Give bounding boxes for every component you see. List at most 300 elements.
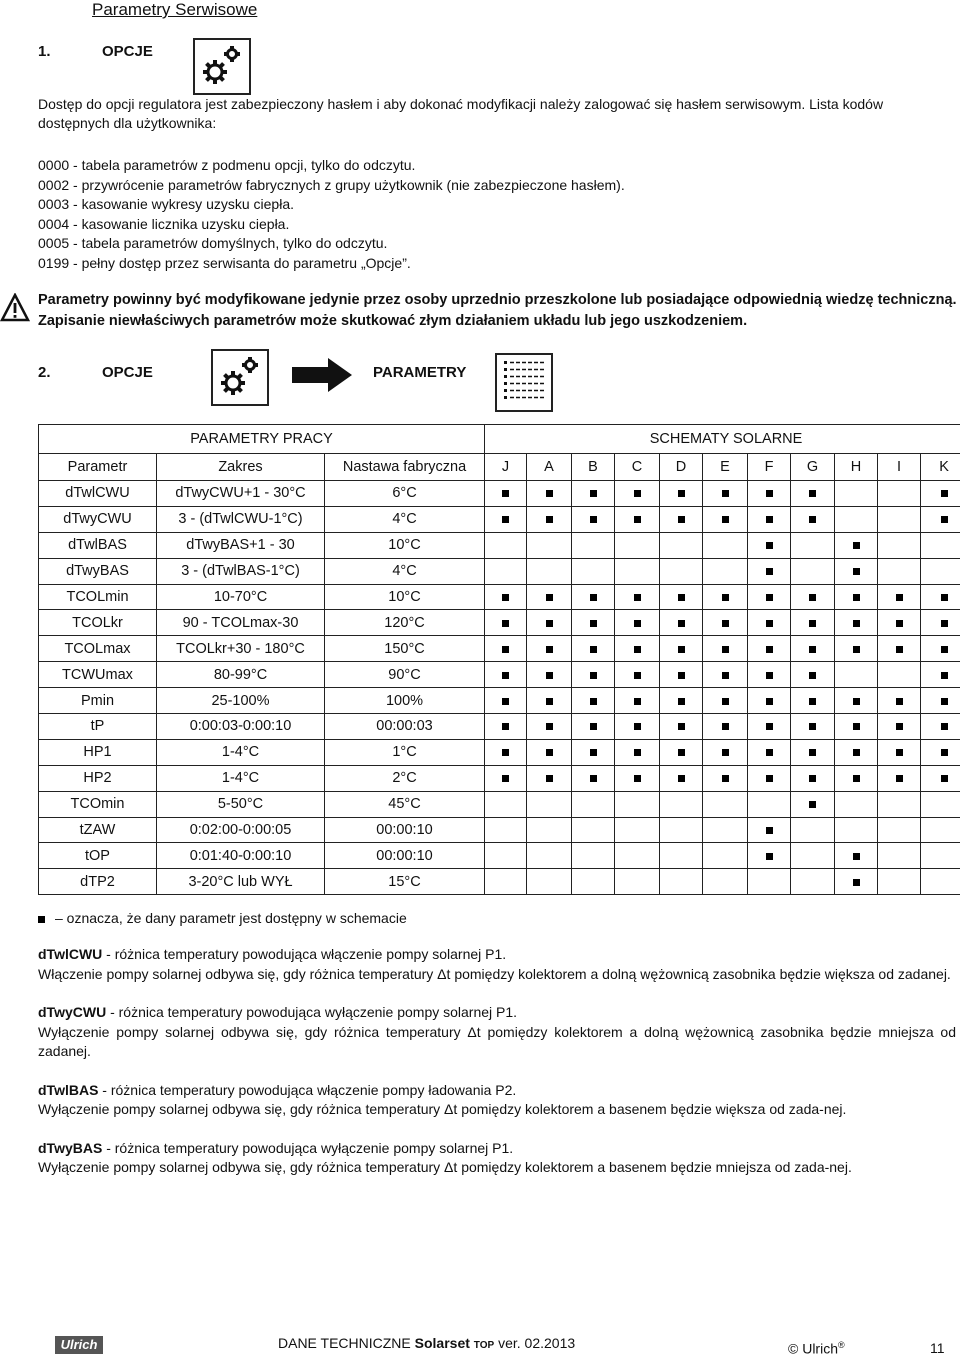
availability-mark-icon [502,775,509,782]
cell-default: 4°C [325,558,485,584]
scheme-cell [660,714,703,740]
availability-mark-icon [678,490,685,497]
availability-mark-icon [678,775,685,782]
code-item: 0000 - tabela parametrów z podmenu opcji, tylko do odczytu. [38,156,625,176]
scheme-cell [485,688,527,714]
cell-range: 3-20°C lub WYŁ [157,869,325,895]
scheme-cell [748,610,791,636]
scheme-cell [835,558,878,584]
scheme-header: D [660,454,703,481]
cell-param: TCOLmax [39,636,157,662]
scheme-cell [615,558,660,584]
availability-mark-icon [766,775,773,782]
scheme-cell [615,584,660,610]
scheme-cell [485,532,527,558]
scheme-cell [527,817,572,843]
footer-copyright [788,1340,845,1357]
availability-mark-icon [722,516,729,523]
availability-mark-icon [678,723,685,730]
availability-mark-icon [853,775,860,782]
availability-mark-icon [634,698,641,705]
scheme-cell [835,688,878,714]
scheme-cell [921,481,960,507]
cell-param: dTP2 [39,869,157,895]
availability-mark-icon [502,672,509,679]
scheme-cell [748,688,791,714]
scheme-cell [791,765,835,791]
availability-mark-icon [809,490,816,497]
scheme-cell [791,558,835,584]
footer-product-suffix: TOP [474,1340,494,1351]
availability-mark-icon [502,723,509,730]
availability-mark-icon [941,723,948,730]
section-2-target: PARAMETRY [373,364,466,381]
scheme-cell [748,791,791,817]
scheme-cell [791,532,835,558]
availability-mark-icon [722,646,729,653]
scheme-cell [748,843,791,869]
table-row [39,662,960,688]
availability-mark-icon [634,775,641,782]
availability-mark-icon [722,490,729,497]
scheme-cell [527,584,572,610]
table-row [39,636,960,662]
page-title: Parametry Serwisowe [92,0,257,20]
availability-mark-icon [634,749,641,756]
scheme-cell [485,817,527,843]
scheme-cell [527,662,572,688]
cell-range: 10-70°C [157,584,325,610]
section-1-number: 1. [38,43,102,60]
cell-range: 1-4°C [157,739,325,765]
scheme-cell [485,843,527,869]
scheme-cell [703,481,748,507]
availability-mark-icon [634,516,641,523]
scheme-cell [615,869,660,895]
scheme-cell [878,765,921,791]
availability-mark-icon [766,516,773,523]
intro-paragraph: Dostęp do opcji regulatora jest zabezpieczony hasłem i aby dokonać modyfikacji należy zalogować się hasłem serwisowym. Lista kodów dostępnych dla użytkownika: [38,95,918,133]
availability-mark-icon [766,490,773,497]
availability-mark-icon [634,594,641,601]
scheme-cell [615,714,660,740]
availability-mark-icon [502,490,509,497]
cell-range: TCOLkr+30 - 180°C [157,636,325,662]
availability-mark-icon [722,775,729,782]
scheme-cell [791,817,835,843]
scheme-cell [878,662,921,688]
cell-param: TCOmin [39,791,157,817]
scheme-header: E [703,454,748,481]
scheme-cell [527,843,572,869]
availability-mark-icon [809,749,816,756]
scheme-cell [660,532,703,558]
availability-mark-icon [546,490,553,497]
registered-mark: ® [838,1340,845,1350]
scheme-cell [572,662,615,688]
cell-default: 100% [325,688,485,714]
availability-mark-icon [941,672,948,679]
scheme-cell [572,558,615,584]
scheme-cell [572,610,615,636]
table-row [39,791,960,817]
definition-detail: Włączenie pompy solarnej odbywa się, gdy różnica temperatury Δt pomiędzy kolektorem a dolną wężownicą zasobnika będzie większa od zadanej. [38,965,956,985]
legend-text: – oznacza, że dany parametr jest dostępny w schemacie [55,910,407,926]
availability-mark-icon [809,723,816,730]
availability-mark-icon [853,853,860,860]
availability-mark-icon [853,879,860,886]
scheme-cell [660,584,703,610]
availability-mark-icon [634,646,641,653]
availability-mark-icon [678,698,685,705]
availability-mark-icon [853,594,860,601]
scheme-cell [835,791,878,817]
scheme-cell [878,869,921,895]
availability-mark-icon [766,698,773,705]
cell-range: 3 - (dTwlCWU-1°C) [157,506,325,532]
column-header: Parametr [39,454,157,481]
scheme-cell [835,506,878,532]
group-header-parametry-pracy: PARAMETRY PRACY [39,425,485,454]
availability-mark-icon [502,698,509,705]
copyright-text: © Ulrich [788,1341,838,1357]
availability-mark-icon [634,490,641,497]
scheme-cell [660,739,703,765]
definition-desc: - różnica temperatury powodująca włączenie pompy solarnej P1. [102,946,506,962]
scheme-cell [878,714,921,740]
scheme-cell [527,610,572,636]
footer-document-info [278,1335,575,1351]
scheme-cell [615,817,660,843]
scheme-cell [485,584,527,610]
availability-mark-icon [896,698,903,705]
definition-term: dTwyCWU [38,1004,106,1020]
definition-desc: - różnica temperatury powodująca wyłączenie pompy solarnej P1. [106,1004,517,1020]
availability-mark-icon [766,672,773,679]
scheme-cell [748,558,791,584]
availability-mark-icon [853,723,860,730]
legend [38,910,407,926]
scheme-cell [791,506,835,532]
scheme-header: B [572,454,615,481]
cell-default: 4°C [325,506,485,532]
availability-mark-icon [678,620,685,627]
definition-detail: Wyłączenie pompy solarnej odbywa się, gdy różnica temperatury Δt pomiędzy kolektorem a basenem będzie mniejsza od zada-nej. [38,1158,956,1178]
availability-mark-icon [546,723,553,730]
options-gears-icon [211,349,269,406]
availability-mark-icon [590,723,597,730]
cell-default: 15°C [325,869,485,895]
access-codes-list [38,156,625,273]
availability-mark-icon [896,723,903,730]
availability-mark-icon [722,672,729,679]
availability-mark-icon [590,646,597,653]
availability-mark-icon [809,594,816,601]
warning-text: Parametry powinny być modyfikowane jedynie przez osoby uprzednio przeszkolone lub posiadające odpowiednią wiedzę techniczną. Zapisanie niewłaściwych parametrów może skutkować złym działaniem układu lub jego uszkodzeniem. [38,290,958,332]
scheme-header: C [615,454,660,481]
scheme-cell [485,739,527,765]
arrow-right-icon [292,358,354,397]
scheme-cell [748,714,791,740]
scheme-cell [835,843,878,869]
availability-mark-icon [941,749,948,756]
definition-term: dTwlBAS [38,1082,98,1098]
availability-mark-icon [766,594,773,601]
scheme-cell [835,481,878,507]
section-1-heading [38,43,153,60]
availability-mark-icon [853,542,860,549]
cell-default: 1°C [325,739,485,765]
cell-param: dTwyBAS [39,558,157,584]
availability-mark-icon [809,698,816,705]
scheme-cell [572,584,615,610]
scheme-cell [527,506,572,532]
scheme-cell [527,532,572,558]
column-header: Nastawa fabryczna [325,454,485,481]
scheme-cell [660,558,703,584]
code-item: 0002 - przywrócenie parametrów fabrycznych z grupy użytkownik (nie zabezpieczone hasłem). [38,176,625,196]
scheme-cell [835,739,878,765]
table-row [39,688,960,714]
cell-range: 1-4°C [157,765,325,791]
scheme-cell [615,843,660,869]
scheme-cell [615,791,660,817]
availability-mark-icon [809,516,816,523]
cell-param: dTwyCWU [39,506,157,532]
scheme-cell [572,481,615,507]
scheme-cell [921,662,960,688]
cell-range: 0:01:40-0:00:10 [157,843,325,869]
scheme-cell [572,506,615,532]
scheme-cell [791,610,835,636]
availability-mark-icon [766,620,773,627]
scheme-cell [748,506,791,532]
cell-range: 90 - TCOLmax-30 [157,610,325,636]
scheme-cell [703,636,748,662]
cell-default: 45°C [325,791,485,817]
availability-mark-icon [546,594,553,601]
availability-mark-icon [722,723,729,730]
scheme-cell [791,636,835,662]
scheme-cell [791,688,835,714]
scheme-header: F [748,454,791,481]
footer-doc-prefix: DANE TECHNICZNE [278,1335,415,1351]
availability-mark-icon [38,916,45,923]
scheme-cell [527,481,572,507]
availability-mark-icon [678,646,685,653]
availability-mark-icon [722,594,729,601]
availability-mark-icon [809,646,816,653]
definition-item [38,1139,956,1178]
definition-item [38,945,956,984]
availability-mark-icon [941,698,948,705]
availability-mark-icon [634,620,641,627]
cell-default: 00:00:10 [325,817,485,843]
ulrich-logo: Ulrich [55,1336,103,1354]
cell-param: tOP [39,843,157,869]
scheme-cell [878,610,921,636]
scheme-cell [748,765,791,791]
scheme-cell [485,662,527,688]
availability-mark-icon [590,672,597,679]
availability-mark-icon [546,620,553,627]
definition-detail: Wyłączenie pompy solarnej odbywa się, gdy różnica temperatury Δt pomiędzy kolektorem a basenem będzie większa od zada-nej. [38,1100,956,1120]
table-row [39,558,960,584]
availability-mark-icon [546,672,553,679]
scheme-cell [527,636,572,662]
scheme-cell [703,506,748,532]
availability-mark-icon [590,490,597,497]
scheme-cell [791,584,835,610]
cell-param: HP2 [39,765,157,791]
availability-mark-icon [766,723,773,730]
table-row [39,869,960,895]
scheme-cell [748,739,791,765]
cell-default: 10°C [325,584,485,610]
table-row [39,532,960,558]
definition-desc: - różnica temperatury powodująca włączenie pompy ładowania P2. [98,1082,516,1098]
scheme-cell [878,584,921,610]
scheme-cell [921,869,960,895]
scheme-cell [703,739,748,765]
cell-range: 5-50°C [157,791,325,817]
scheme-cell [791,843,835,869]
definition-term: dTwlCWU [38,946,102,962]
scheme-cell [660,843,703,869]
code-item: 0003 - kasowanie wykresy uzysku ciepła. [38,195,625,215]
scheme-cell [791,662,835,688]
scheme-header: K [921,454,960,481]
table-row [39,765,960,791]
availability-mark-icon [678,672,685,679]
scheme-cell [703,714,748,740]
scheme-cell [921,584,960,610]
availability-mark-icon [722,749,729,756]
table-row [39,584,960,610]
availability-mark-icon [722,698,729,705]
scheme-cell [835,869,878,895]
availability-mark-icon [590,775,597,782]
scheme-cell [485,791,527,817]
scheme-header: J [485,454,527,481]
scheme-cell [921,714,960,740]
group-header-schematy-solarne: SCHEMATY SOLARNE [485,425,960,454]
scheme-cell [660,662,703,688]
scheme-cell [835,662,878,688]
availability-mark-icon [766,827,773,834]
scheme-cell [748,817,791,843]
scheme-cell [660,506,703,532]
availability-mark-icon [546,646,553,653]
availability-mark-icon [941,490,948,497]
scheme-cell [527,765,572,791]
availability-mark-icon [502,620,509,627]
cell-param: TCOLkr [39,610,157,636]
availability-mark-icon [590,620,597,627]
footer-version: ver. 02.2013 [494,1335,575,1351]
scheme-cell [878,481,921,507]
table-row [39,610,960,636]
scheme-cell [791,739,835,765]
definition-detail: Wyłączenie pompy solarnej odbywa się, gdy różnica temperatury Δt pomiędzy kolektorem a dolną wężownicą zasobnika będzie mniejsza od zadanej. [38,1023,956,1062]
cell-param: Pmin [39,688,157,714]
availability-mark-icon [590,594,597,601]
availability-mark-icon [941,620,948,627]
column-header: Zakres [157,454,325,481]
scheme-cell [878,843,921,869]
table-row [39,481,960,507]
availability-mark-icon [809,620,816,627]
scheme-cell [660,791,703,817]
cell-range: dTwyBAS+1 - 30 [157,532,325,558]
scheme-cell [835,532,878,558]
scheme-cell [878,558,921,584]
scheme-cell [572,765,615,791]
scheme-cell [703,558,748,584]
scheme-cell [485,714,527,740]
scheme-cell [485,636,527,662]
scheme-cell [921,636,960,662]
scheme-cell [921,843,960,869]
scheme-cell [791,714,835,740]
availability-mark-icon [853,568,860,575]
scheme-cell [615,610,660,636]
availability-mark-icon [809,672,816,679]
availability-mark-icon [766,542,773,549]
availability-mark-icon [634,723,641,730]
availability-mark-icon [766,853,773,860]
scheme-cell [878,817,921,843]
scheme-cell [703,765,748,791]
cell-range: 80-99°C [157,662,325,688]
availability-mark-icon [546,775,553,782]
availability-mark-icon [546,698,553,705]
scheme-cell [835,817,878,843]
scheme-cell [835,714,878,740]
column-header-row [39,454,960,481]
scheme-cell [572,714,615,740]
cell-param: dTwlBAS [39,532,157,558]
scheme-cell [835,584,878,610]
options-gears-icon [193,38,251,95]
scheme-cell [835,765,878,791]
cell-range: 0:00:03-0:00:10 [157,714,325,740]
cell-param: TCWUmax [39,662,157,688]
scheme-cell [615,506,660,532]
cell-default: 00:00:10 [325,843,485,869]
scheme-cell [660,610,703,636]
scheme-cell [703,688,748,714]
scheme-cell [527,869,572,895]
warning-triangle-icon [0,293,30,328]
scheme-cell [748,869,791,895]
scheme-cell [921,610,960,636]
scheme-cell [878,739,921,765]
table-row [39,817,960,843]
scheme-cell [527,714,572,740]
availability-mark-icon [809,775,816,782]
availability-mark-icon [766,568,773,575]
scheme-cell [615,532,660,558]
scheme-cell [572,817,615,843]
scheme-cell [835,636,878,662]
availability-mark-icon [634,672,641,679]
scheme-cell [748,584,791,610]
availability-mark-icon [896,775,903,782]
scheme-cell [921,739,960,765]
availability-mark-icon [546,749,553,756]
definition-desc: - różnica temperatury powodująca wyłączenie pompy solarnej P1. [102,1140,513,1156]
